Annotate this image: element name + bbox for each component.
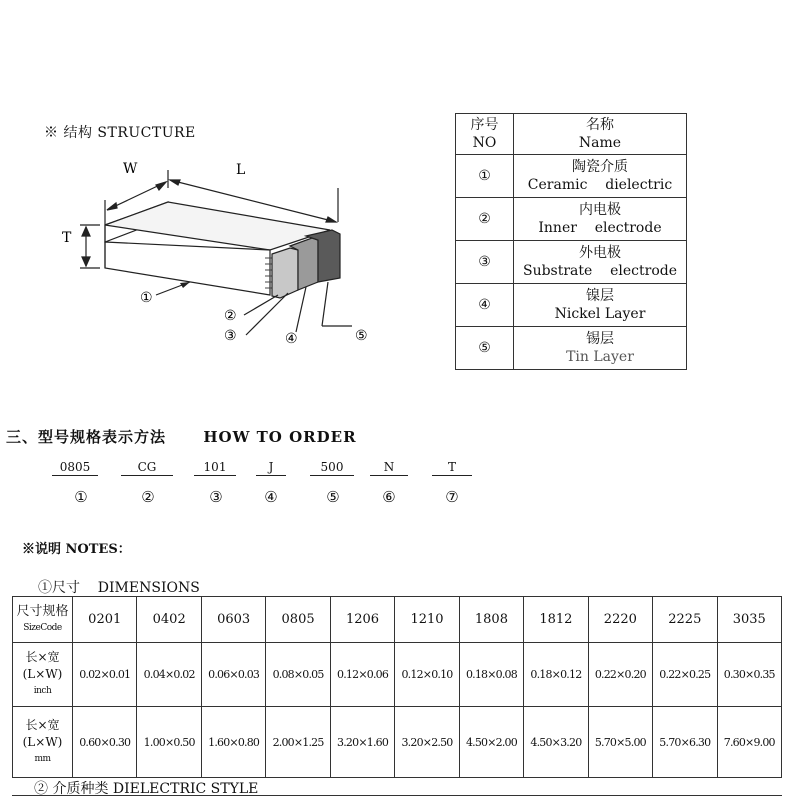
callout-3: ③: [224, 328, 237, 344]
parts-row: ⑤ 锡层 Tin Layer: [456, 327, 687, 370]
size-code-cell: 1808: [459, 597, 523, 643]
size-code-cell: 0402: [137, 597, 201, 643]
how-to-order-title: 三、型号规格表示方法 HOW TO ORDER: [6, 428, 357, 446]
callout-1: ①: [140, 290, 153, 306]
dimensions-table: [12, 596, 782, 778]
inch-label: 长×宽 (L×W) inch: [13, 643, 73, 707]
header-no: 序号 NO: [456, 114, 514, 155]
size-code-cell: 0805: [266, 597, 330, 643]
mm-cell: 1.00×0.50: [137, 707, 201, 778]
size-code-cell: 2220: [588, 597, 652, 643]
mm-cell: 3.20×1.60: [330, 707, 394, 778]
inch-cell: 0.18×0.12: [524, 643, 588, 707]
mm-cell: 0.60×0.30: [73, 707, 137, 778]
inch-cell: 0.22×0.20: [588, 643, 652, 707]
mm-cell: 4.50×3.20: [524, 707, 588, 778]
inch-cell: 0.18×0.08: [459, 643, 523, 707]
order-code-packaging: T: [432, 459, 472, 476]
order-index-7: ⑦: [445, 488, 459, 506]
callout-2: ②: [224, 308, 237, 324]
mm-cell: 3.20×2.50: [395, 707, 459, 778]
order-index-5: ⑤: [326, 488, 340, 506]
mm-cell: 7.60×9.00: [717, 707, 781, 778]
order-code-size: 0805: [52, 459, 98, 476]
order-index-3: ③: [209, 488, 223, 506]
callout-5: ⑤: [355, 328, 368, 344]
mm-cell: 2.00×1.25: [266, 707, 330, 778]
order-code-dielectric: CG: [121, 459, 173, 476]
mm-cell: 1.60×0.80: [201, 707, 265, 778]
order-index-2: ②: [141, 488, 155, 506]
size-code-cell: 2225: [653, 597, 717, 643]
size-code-label: 尺寸规格 SizeCode: [13, 597, 73, 643]
parts-row: ④ 镍层 Nickel Layer: [456, 284, 687, 327]
mm-cell: 5.70×6.30: [653, 707, 717, 778]
inch-cell: 0.08×0.05: [266, 643, 330, 707]
size-code-row: [13, 597, 782, 643]
size-code-cell: 1206: [330, 597, 394, 643]
order-code-voltage: 500: [310, 459, 354, 476]
order-index-4: ④: [264, 488, 278, 506]
capacitor-structure-diagram: [60, 150, 400, 360]
mm-cell: 5.70×5.00: [588, 707, 652, 778]
order-index-6: ⑥: [382, 488, 396, 506]
order-code-termination: N: [370, 459, 408, 476]
order-code-capacitance: 101: [194, 459, 236, 476]
inch-cell: 0.12×0.10: [395, 643, 459, 707]
notes-title: ※说明 NOTES：: [22, 542, 131, 557]
parts-row: ① 陶瓷介质 Ceramic dielectric: [456, 155, 687, 198]
inch-cell: 0.12×0.06: [330, 643, 394, 707]
mm-label: 长×宽 (L×W) mm: [13, 707, 73, 778]
mm-cell: 4.50×2.00: [459, 707, 523, 778]
parts-header-row: [456, 114, 687, 155]
size-code-cell: 0201: [73, 597, 137, 643]
parts-row: ③ 外电极 Substrate electrode: [456, 241, 687, 284]
mm-row: [13, 707, 782, 778]
inch-cell: 0.04×0.02: [137, 643, 201, 707]
dielectric-title: ② 介质种类 DIELECTRIC STYLE: [34, 781, 259, 797]
inch-cell: 0.02×0.01: [73, 643, 137, 707]
thickness-dimension: [80, 225, 100, 268]
size-code-cell: 1812: [524, 597, 588, 643]
header-name: 名称 Name: [514, 114, 687, 155]
order-code-tolerance: J: [256, 459, 286, 476]
order-index-1: ①: [74, 488, 88, 506]
structure-title: ※ 结构 STRUCTURE: [44, 125, 196, 141]
width-label: W: [123, 161, 138, 177]
size-code-cell: 3035: [717, 597, 781, 643]
size-code-cell: 1210: [395, 597, 459, 643]
size-code-cell: 0603: [201, 597, 265, 643]
callout-4: ④: [285, 331, 298, 347]
length-label: L: [236, 162, 246, 178]
inch-cell: 0.30×0.35: [717, 643, 781, 707]
thickness-label: T: [62, 230, 72, 246]
inch-cell: 0.06×0.03: [201, 643, 265, 707]
chip-body: [105, 202, 340, 298]
inch-cell: 0.22×0.25: [653, 643, 717, 707]
inch-row: [13, 643, 782, 707]
parts-table: [455, 113, 687, 370]
parts-row: ② 内电极 Inner electrode: [456, 198, 687, 241]
dimensions-title: ①尺寸 DIMENSIONS: [38, 580, 200, 596]
